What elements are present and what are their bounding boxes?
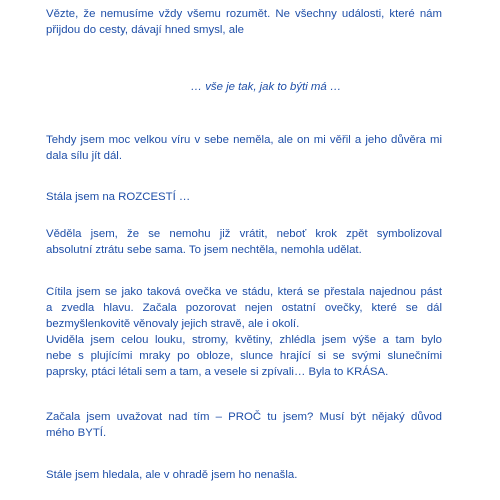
paragraph-line: Tehdy jsem moc velkou víru v sebe neměla, ale on mi věřil a jeho důvěra mi <box>46 134 442 146</box>
paragraph-line: Uviděla jsem celou louku, stromy, květiny, zhlédla jsem výše a tam bylo <box>46 334 442 346</box>
paragraph-searching <box>46 467 442 483</box>
paragraph-intro <box>46 6 442 38</box>
paragraph-line: Vězte, že nemusíme vždy všemu rozumět. Ne všechny události, které nám <box>46 8 442 20</box>
quote-line: … vše je tak, jak to býti má … <box>190 81 342 93</box>
paragraph-line: mého BYTÍ. <box>46 427 107 439</box>
paragraph-crossroads <box>46 189 442 205</box>
paragraph-why <box>46 409 442 441</box>
paragraph-sheep <box>46 284 442 380</box>
paragraph-line: Věděla jsem, že se nemohu již vrátit, neboť krok zpět symbolizoval <box>46 228 442 240</box>
paragraph-line: Začala jsem uvažovat nad tím – PROČ tu jsem? Musí být nějaký důvod <box>46 411 442 423</box>
paragraph-line: Stále jsem hledala, ale v ohradě jsem ho nenašla. <box>46 469 298 481</box>
paragraph-faith <box>46 132 442 164</box>
paragraph-line: přijdou do cesty, dávají hned smysl, ale <box>46 24 244 36</box>
paragraph-line: bezmyšlenkovitě věnovaly jejich stravě, ale i okolí. <box>46 318 300 330</box>
paragraph-line: nebe s plujícími mraky po obloze, slunce hrající si se svými slunečními <box>46 350 442 362</box>
paragraph-line: Cítila jsem se jako taková ovečka ve stádu, která se přestala najednou pást <box>46 286 442 298</box>
paragraph-line: dala sílu jít dál. <box>46 150 122 162</box>
centered-quote <box>46 79 486 95</box>
paragraph-no-return <box>46 226 442 258</box>
paragraph-line: Stála jsem na ROZCESTÍ … <box>46 191 191 203</box>
paragraph-line: paprsky, ptáci létali sem a tam, a vesele si zpívali… Byla to KRÁSA. <box>46 366 389 378</box>
paragraph-line: a zvedla hlavu. Začala pozorovat nejen ostatní ovečky, které se dál <box>46 302 442 314</box>
paragraph-line: absolutní ztrátu sebe sama. To jsem nechtěla, nemohla udělat. <box>46 244 362 256</box>
